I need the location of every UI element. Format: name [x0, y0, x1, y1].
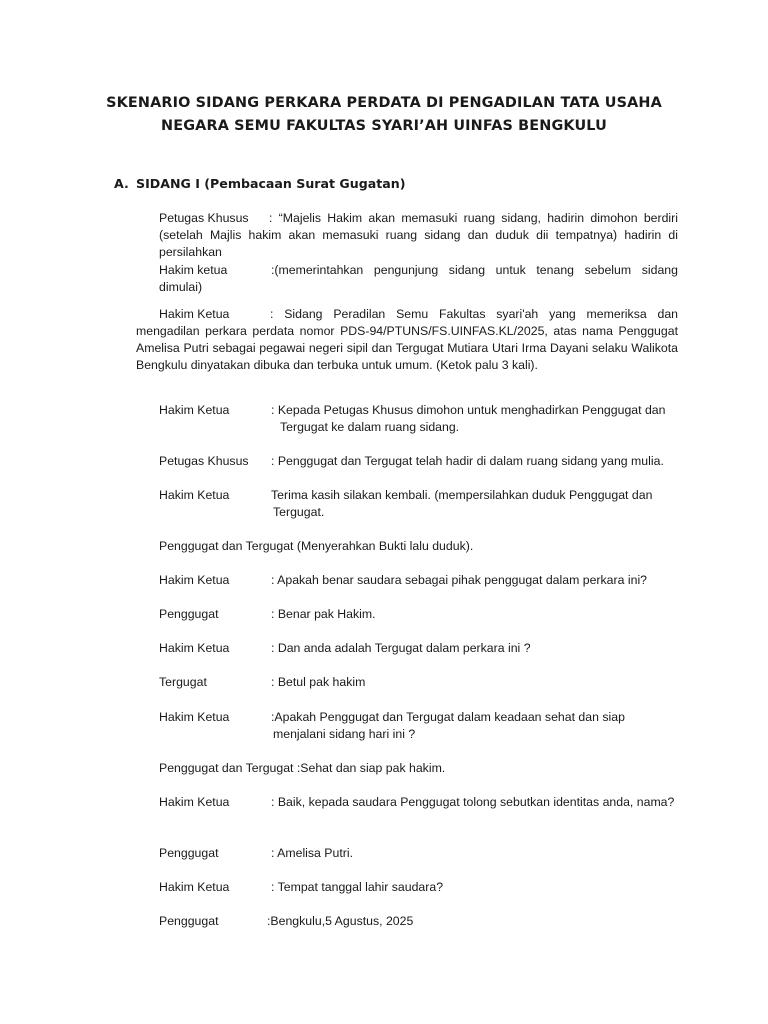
speaker-label: Hakim Ketua [159, 880, 230, 894]
section-title: SIDANG I (Pembacaan Surat Gugatan) [136, 176, 406, 191]
dialogue-text: : Sidang Peradilan Semu Fakultas syari'ah yang memeriksa dan mengadilan perkara perdata nomor PDS-94/PTUNS/FS.UINFAS.KL/2025, atas nama Penggugat Amelisa Putri sebagai pegawai negeri sipil dan Tergugat Mutiara Utari Irma Dayani selaku Walikota Bengkulu dinyatakan dibuka dan terbuka untuk umum. (Ketok palu 3 kali). [136, 307, 678, 372]
dialogue-text: Penggugat dan Tergugat :Sehat dan siap pak hakim. [159, 761, 446, 775]
dialogue-text: : Tempat tanggal lahir saudara? [271, 880, 444, 894]
dialogue-entry [159, 606, 678, 623]
speaker-label: Hakim Ketua [159, 488, 230, 502]
dialogue-entry [159, 487, 678, 521]
dialogue-text: Terima kasih silakan kembali. (mempersilahkan duduk Penggugat dan Tergugat. [271, 488, 653, 519]
speaker-label: Petugas Khusus [159, 211, 249, 225]
dialogue-entry [159, 453, 678, 470]
dialogue-entry [159, 262, 678, 296]
dialogue-text: :Bengkulu,5 Agustus, 2025 [267, 914, 414, 928]
dialogue-text: : Benar pak Hakim. [271, 607, 376, 621]
speaker-label: Penggugat [159, 846, 219, 860]
dialogue-text: : Baik, kepada saudara Penggugat tolong sebutkan identitas anda, nama? [271, 795, 675, 809]
section-heading [114, 176, 405, 191]
dialogue-entry [136, 306, 678, 376]
dialogue-text: Penggugat dan Tergugat (Menyerahkan Bukti lalu duduk). [159, 539, 474, 553]
speaker-label: Petugas Khusus [159, 454, 249, 468]
dialogue-text: : Penggugat dan Tergugat telah hadir di dalam ruang sidang yang mulia. [271, 454, 664, 468]
title-line-2: NEGARA SEMU FAKULTAS SYARI’AH UINFAS BENGKULU [161, 118, 607, 134]
dialogue-text: :Apakah Penggugat dan Tergugat dalam keadaan sehat dan siap menjalani sidang hari ini ? [271, 710, 625, 741]
dialogue-text: : “Majelis Hakim akan memasuki ruang sidang, hadirin dimohon berdiri (setelah Majlis hakim akan memasuki ruang sidang dan duduk dii tempatnya) hadirin di persilahkan [159, 211, 678, 259]
dialogue-entry [159, 674, 678, 691]
dialogue-entry [159, 879, 678, 896]
dialogue-text: : Apakah benar saudara sebagai pihak penggugat dalam perkara ini? [271, 573, 648, 587]
dialogue-entry [159, 640, 678, 657]
dialogue-entry [159, 402, 678, 436]
speaker-label: Hakim Ketua [159, 641, 230, 655]
dialogue-entry [159, 913, 678, 930]
dialogue-text: :(memerintahkan pengunjung sidang untuk tenang sebelum sidang dimulai) [159, 263, 678, 294]
dialogue-entry [159, 538, 678, 555]
dialogue-text: : Betul pak hakim [271, 675, 366, 689]
speaker-label: Hakim Ketua [159, 307, 230, 321]
dialogue-entry [159, 709, 678, 743]
speaker-label: Hakim Ketua [159, 403, 230, 417]
dialogue-text: : Dan anda adalah Tergugat dalam perkara ini ? [271, 641, 531, 655]
dialogue-entry [159, 760, 678, 777]
speaker-label: Penggugat [159, 914, 219, 928]
speaker-label: Hakim Ketua [159, 573, 230, 587]
speaker-label: Tergugat [159, 675, 207, 689]
speaker-label: Penggugat [159, 607, 219, 621]
dialogue-entry [159, 794, 678, 828]
title-line-1: SKENARIO SIDANG PERKARA PERDATA DI PENGADILAN TATA USAHA [106, 95, 662, 111]
dialogue-text: : Amelisa Putri. [271, 846, 354, 860]
dialogue-entry [159, 845, 678, 862]
document-title [60, 92, 708, 138]
speaker-label: Hakim Ketua [159, 795, 230, 809]
speaker-label: Hakim Ketua [159, 710, 230, 724]
dialogue-text: : Kepada Petugas Khusus dimohon untuk menghadirkan Penggugat dan Tergugat ke dalam ruang sidang. [271, 403, 666, 434]
section-number: A. [114, 176, 129, 191]
dialogue-entry [159, 572, 678, 589]
speaker-label: Hakim ketua [159, 263, 228, 277]
dialogue-entry [159, 210, 678, 262]
